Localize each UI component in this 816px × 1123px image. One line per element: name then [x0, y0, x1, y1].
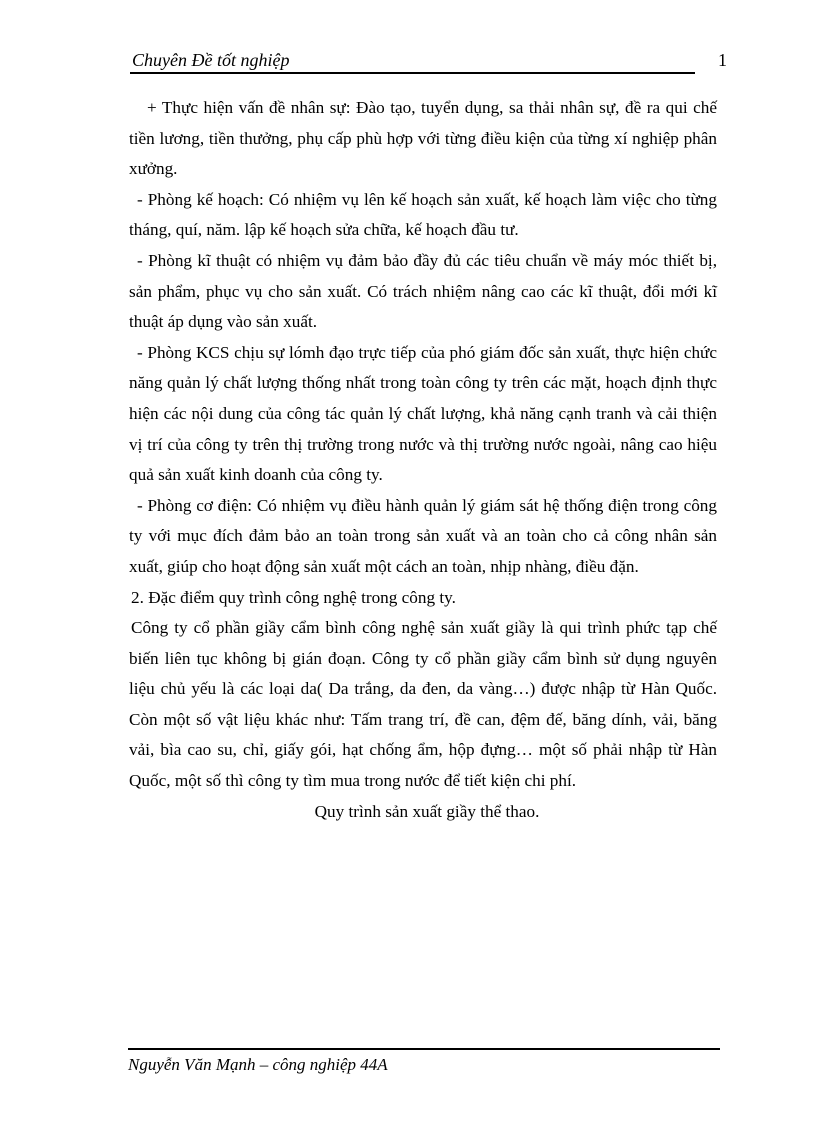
page-header [130, 49, 720, 73]
page-number: 1 [718, 50, 727, 70]
paragraph-kcs-department: - Phòng KCS chịu sự lómh đạo trực tiếp của phó giám đốc sản xuất, thực hiện chức năng quản lý chất lượng thống nhất trong toàn công ty trên các mặt, hoạch định thực hiện các nội dung của công tác quản lý chất lượng, khả năng cạnh tranh và cải thiện vị trí của công ty trên thị trường trong nước và thị trường nước ngoài, nâng cao hiệu quả sản xuất kinh doanh của công ty. [129, 342, 717, 485]
footer-rule [128, 1048, 720, 1050]
section-heading-process: 2. Đặc điểm quy trình công nghệ trong công ty. [131, 587, 456, 607]
footer-author: Nguyễn Văn Mạnh – công nghiệp 44A [128, 1055, 388, 1074]
paragraph-personnel-duties: + Thực hiện vấn đề nhân sự: Đào tạo, tuyển dụng, sa thải nhân sự, đề ra qui chế tiền lương, tiền thưởng, phụ cấp phù hợp với từng điều kiện của từng xí nghiệp phân xưởng. [129, 98, 717, 179]
paragraph-planning-department: - Phòng kế hoạch: Có nhiệm vụ lên kế hoạch sản xuất, kế hoạch làm việc cho từng tháng, quí, năm. lập kế hoạch sửa chữa, kế hoạch đầu tư. [129, 189, 717, 240]
paragraph-production-process: Công ty cổ phần giầy cẩm bình công nghệ sản xuất giầy là qui trình phức tạp chế biến liên tục không bị gián đoạn. Công ty cổ phần giầy cẩm bình sử dụng nguyên liệu chủ yếu là các loại da( Da trắng, da đen, da vàng…) được nhập từ Hàn Quốc. Còn một số vật liệu khác như: Tấm trang trí, đề can, đệm đế, băng dính, vải, băng vải, bìa cao su, chỉ, giấy gói, hạt chống ẩm, hộp đựng… một số phải nhập từ Hàn Quốc, một số thì công ty tìm mua trong nước để tiết kiện chi phí. [129, 618, 717, 791]
header-title: Chuyên Đề tốt nghiệp [132, 50, 290, 70]
page-footer [128, 1048, 720, 1076]
header-rule [130, 72, 695, 74]
figure-caption: Quy trình sản xuất giầy thể thao. [314, 801, 540, 821]
document-body [129, 93, 717, 827]
paragraph-technical-department: - Phòng kĩ thuật có nhiệm vụ đảm bảo đầy đủ các tiêu chuẩn về máy móc thiết bị, sản phẩm, phục vụ cho sản xuất. Có trách nhiệm nâng cao các kĩ thuật, đổi mới kĩ thuật áp dụng vào sản xuất. [129, 250, 717, 332]
paragraph-electrical-department: - Phòng cơ điện: Có nhiệm vụ điều hành quản lý giám sát hệ thống điện trong công ty với mục đích đảm bảo an toàn trong sản xuất và an toàn cho cả công nhân sản xuất, giúp cho hoạt động sản xuất một cách an toàn, nhịp nhàng, điều đặn. [129, 495, 717, 576]
